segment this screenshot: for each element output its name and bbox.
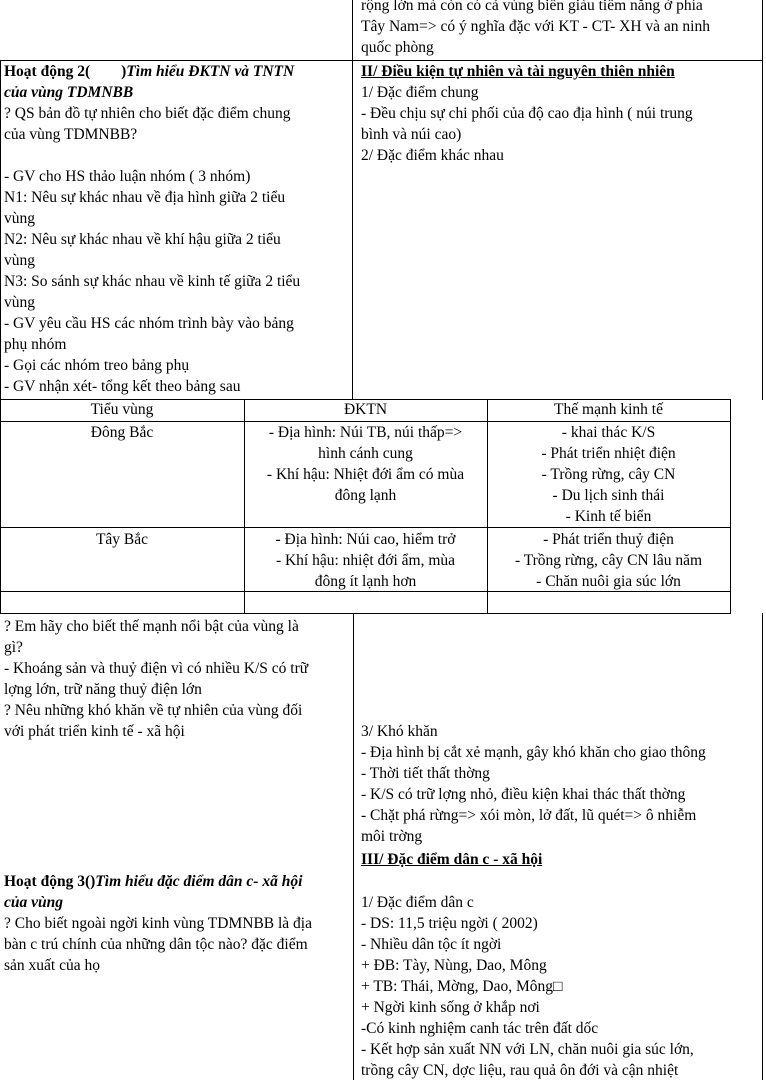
table-cell-strength: - Trồng rừng, cây CN lâu năm — [514, 552, 703, 569]
section3-heading: III/ Đặc điểm dân c - xã hội — [361, 851, 543, 868]
difficulties-line: - K/S có trữ lợng nhỏ, điều kiện khai thác thất thờng — [361, 786, 686, 803]
table-header-dktn: ĐKTN — [343, 401, 388, 418]
activity3-line: bàn c trú chính của những dân tộc nào? đặc điểm — [4, 936, 308, 953]
border — [353, 613, 354, 1080]
activity2-line: vùng — [4, 294, 35, 311]
left-mid-line: lợng lớn, trữ năng thuỷ điện lớn — [4, 681, 202, 698]
activity2-line: của vùng TDMNBB? — [4, 126, 138, 143]
population-line: + ĐB: Tày, Nùng, Dao, Mông — [361, 957, 547, 974]
population-line: trồng cây CN, dợc liệu, rau quả ôn đới và cận nhiệt — [361, 1062, 679, 1079]
activity3-heading-prefix: Hoạt động 3() — [4, 873, 96, 890]
border — [762, 60, 763, 400]
table-cell-strength: - khai thác K/S — [561, 424, 656, 441]
activity2-line: ? QS bản đồ tự nhiên cho biết đặc điểm chung — [4, 105, 291, 122]
table-cell-dktn: - Địa hình: Núi cao, hiểm trở — [275, 531, 456, 548]
left-mid-line: - Khoáng sản và thuỷ điện vì có nhiều K/S có trữ — [4, 660, 309, 677]
top-right-line: rộng lớn mà còn có cả vùng biển giàu tiềm năng ở phía — [361, 0, 703, 14]
activity2-line: vùng — [4, 210, 35, 227]
population-line: - Nhiều dân tộc ít ngời — [361, 936, 502, 953]
activity2-line: - Gọi các nhóm treo bảng phụ — [4, 357, 190, 374]
table-cell-dktn: đông ít lạnh hơn — [314, 573, 417, 590]
table-cell-dktn: - Địa hình: Núi TB, núi thấp=> — [268, 424, 463, 441]
activity2-line: N3: So sánh sự khác nhau về kinh tế giữa 2 tiểu — [4, 273, 301, 290]
top-right-line: quốc phòng — [361, 39, 434, 56]
population-line: + Ngời kinh sống ở khắp nơi — [361, 999, 540, 1016]
table-header-region: Tiểu vùng — [90, 401, 154, 418]
left-mid-line: ? Nêu những khó khăn về tự nhiên của vùng đối — [4, 702, 303, 719]
table-cell-dktn: hình cánh cung — [318, 445, 413, 462]
border — [762, 613, 763, 1080]
difficulties-line: môi trờng — [361, 828, 423, 845]
activity2-heading-italic: Tìm hiểu ĐKTN và TNTN — [126, 63, 295, 80]
border — [0, 527, 731, 528]
section2-line: bình và núi cao) — [361, 126, 462, 143]
difficulties-line: 3/ Khó khăn — [361, 723, 438, 740]
border — [0, 613, 731, 614]
section2-line: 1/ Đặc điểm chung — [361, 84, 479, 101]
top-right-line: Tây Nam=> có ý nghĩa đặc với KT - CT- XH và an ninh — [361, 18, 710, 35]
population-line: -Có kinh nghiệm canh tác trên đất dốc — [361, 1020, 599, 1037]
border — [762, 0, 763, 60]
activity2-line: - GV nhận xét- tổng kết theo bảng sau — [4, 378, 241, 395]
table-cell-strength: - Phát triển thuỷ điện — [543, 531, 674, 548]
population-line: + TB: Thái, Mờng, Dao, Mông□ — [361, 978, 563, 995]
activity2-heading-line2: của vùng TDMNBB — [4, 84, 134, 101]
border — [0, 60, 1, 400]
population-line: - Kết hợp sản xuất NN với LN, chăn nuôi gia súc lớn, — [361, 1041, 694, 1058]
activity2-line: - GV cho HS thảo luận nhóm ( 3 nhóm) — [4, 168, 251, 185]
activity2-heading — [4, 61, 294, 82]
table-cell-strength: - Chăn nuôi gia súc lớn — [536, 573, 681, 590]
activity3-heading-italic: Tìm hiểu đặc điểm dân c- xã hội — [95, 873, 303, 890]
activity3-line: ? Cho biết ngoài ngời kinh vùng TDMNBB là địa — [4, 915, 312, 932]
activity3-line: sản xuất của họ — [4, 957, 100, 974]
activity3-heading-line2: của vùng — [4, 894, 63, 911]
table-cell-strength: - Du lịch sinh thái — [552, 487, 665, 504]
activity2-line: phụ nhóm — [4, 336, 67, 353]
table-cell-dktn: - Khí hậu: Nhiệt đới ẩm có mùa — [266, 466, 465, 483]
left-mid-line: gì? — [4, 639, 23, 656]
table-header-strengths: Thế mạnh kinh tế — [554, 401, 663, 418]
left-mid-line: với phát triển kinh tế - xã hội — [4, 723, 185, 740]
activity3-heading — [4, 871, 302, 892]
population-line: 1/ Đặc điểm dân c — [361, 894, 474, 911]
table-cell-region: Đông Bắc — [90, 424, 154, 441]
section2-heading: II/ Điều kiện tự nhiên và tài nguyên thiên nhiên — [361, 63, 675, 80]
section2-line: 2/ Đặc điểm khác nhau — [361, 147, 504, 164]
table-cell-region: Tây Bắc — [95, 531, 149, 548]
population-line: - DS: 11,5 triệu ngời ( 2002) — [361, 915, 538, 932]
difficulties-line: - Địa hình bị cắt xẻ mạnh, gây khó khăn cho giao thông — [361, 744, 706, 761]
table-cell-dktn: đông lạnh — [334, 487, 397, 504]
activity2-heading-prefix: Hoạt động 2( ) — [4, 63, 127, 80]
table-cell-strength: - Kinh tế biển — [565, 508, 652, 525]
border — [352, 0, 353, 60]
section2-line: - Đều chịu sự chi phối của độ cao địa hình ( núi trung — [361, 105, 693, 122]
activity2-line: - GV yêu cầu HS các nhóm trình bày vào bảng — [4, 315, 294, 332]
difficulties-line: - Chặt phá rừng=> xói mòn, lở đất, lũ quét=> ô nhiễm — [361, 807, 697, 824]
difficulties-line: - Thời tiết thất thờng — [361, 765, 490, 782]
activity2-line: N1: Nêu sự khác nhau về địa hình giữa 2 tiểu — [4, 189, 286, 206]
border — [730, 399, 731, 614]
table-cell-strength: - Trồng rừng, cây CN — [541, 466, 676, 483]
table-cell-strength: - Phát triển nhiệt điện — [541, 445, 676, 462]
activity2-line: vùng — [4, 252, 35, 269]
left-mid-line: ? Em hãy cho biết thế mạnh nổi bật của vùng là — [4, 618, 299, 635]
table-cell-dktn: - Khí hậu: nhiệt đới ẩm, mùa — [275, 552, 456, 569]
activity2-line: N2: Nêu sự khác nhau về khí hậu giữa 2 tiểu — [4, 231, 281, 248]
border — [352, 60, 353, 400]
